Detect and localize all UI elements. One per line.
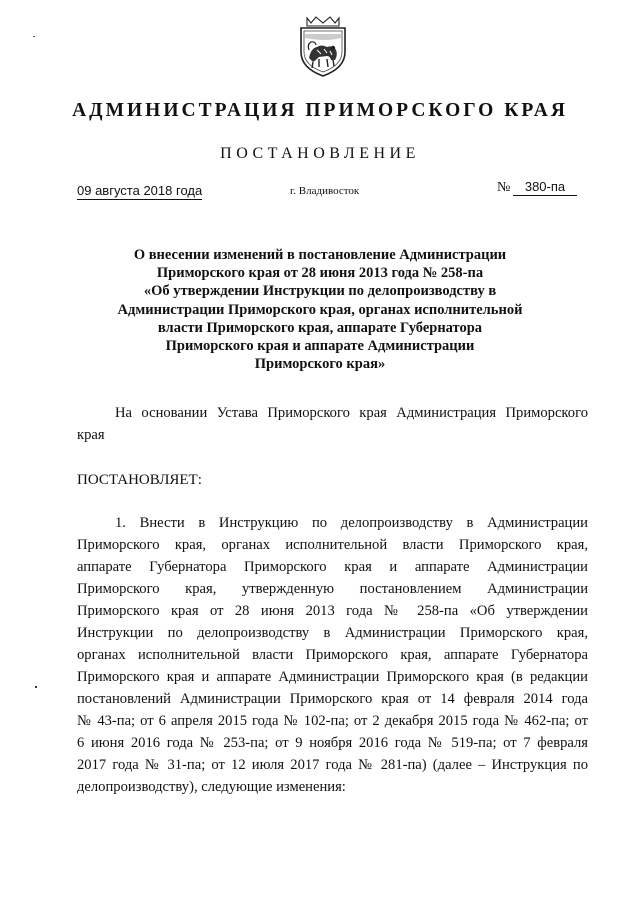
heading-line: «Об утверждении Инструкции по делопроизводству в bbox=[143, 283, 497, 300]
scan-speck bbox=[35, 686, 37, 688]
heading-line: Приморского края и аппарате Администрации bbox=[165, 338, 475, 355]
paragraph-line: На основании Устава Приморского края Администрация Приморского bbox=[115, 405, 588, 421]
paragraph-line: аппарате Губернатора Приморского края и аппарате Администрации bbox=[77, 559, 588, 575]
heading-line: Администрации Приморского края, органах исполнительной bbox=[117, 301, 523, 318]
paragraph-line: органах исполнительной власти Приморского края, аппарате Губернатора bbox=[77, 647, 588, 663]
number-sign: № bbox=[497, 180, 511, 195]
scan-speck bbox=[33, 36, 35, 37]
heading-line: О внесении изменений в постановление Администрации bbox=[133, 247, 507, 263]
paragraph-line: Приморского края от 28 июня 2013 года № 258-па «Об утверждении bbox=[77, 603, 588, 619]
paragraph-line: края bbox=[77, 427, 105, 443]
paragraph-line: Приморского края, утвержденную постановлением Администрации bbox=[77, 581, 588, 597]
heading-line: Приморского края» bbox=[254, 356, 386, 373]
paragraph-line: постановлений Администрации Приморского края от 14 февраля 2014 года bbox=[77, 691, 588, 707]
document-city: г. Владивосток bbox=[290, 185, 360, 197]
document-type: ПОСТАНОВЛЕНИЕ bbox=[220, 145, 420, 162]
paragraph-line: № 43-па; от 6 апреля 2015 года № 102-па; от 2 декабря 2015 года № 462-па; от bbox=[77, 713, 588, 729]
paragraph-line: Приморского края и аппарате Администрации Приморского края (в редакции bbox=[77, 669, 588, 685]
basis-paragraph bbox=[77, 402, 588, 446]
document-heading bbox=[100, 246, 540, 373]
decree-word: ПОСТАНОВЛЯЕТ: bbox=[77, 472, 202, 488]
paragraph-line: 1. Внести в Инструкцию по делопроизводству в Администрации bbox=[115, 515, 588, 531]
organization-title: АДМИНИСТРАЦИЯ ПРИМОРСКОГО КРАЯ bbox=[72, 100, 568, 121]
heading-line: Приморского края от 28 июня 2013 года № 258-па bbox=[156, 265, 484, 282]
document-number: 380-па bbox=[513, 178, 577, 196]
paragraph-line: делопроизводству), следующие изменения: bbox=[77, 779, 346, 795]
paragraph-line: Приморского края, органах исполнительной власти Приморского края, bbox=[77, 537, 588, 553]
heading-line: власти Приморского края, аппарате Губернатора bbox=[157, 319, 483, 336]
paragraph-line: 6 июня 2016 года № 253-па; от 9 ноября 2016 года № 519-па; от 7 февраля bbox=[77, 735, 588, 751]
document-date: 09 августа 2018 года bbox=[77, 183, 203, 198]
paragraph-line: 2017 года № 31-па; от 12 июля 2017 года № 281-па) (далее – Инструкция по bbox=[77, 757, 588, 773]
item-1-paragraph bbox=[77, 512, 588, 798]
paragraph-line: Инструкции по делопроизводству в Администрации Приморского края, bbox=[77, 625, 588, 641]
coat-of-arms-emblem-icon bbox=[297, 14, 349, 78]
